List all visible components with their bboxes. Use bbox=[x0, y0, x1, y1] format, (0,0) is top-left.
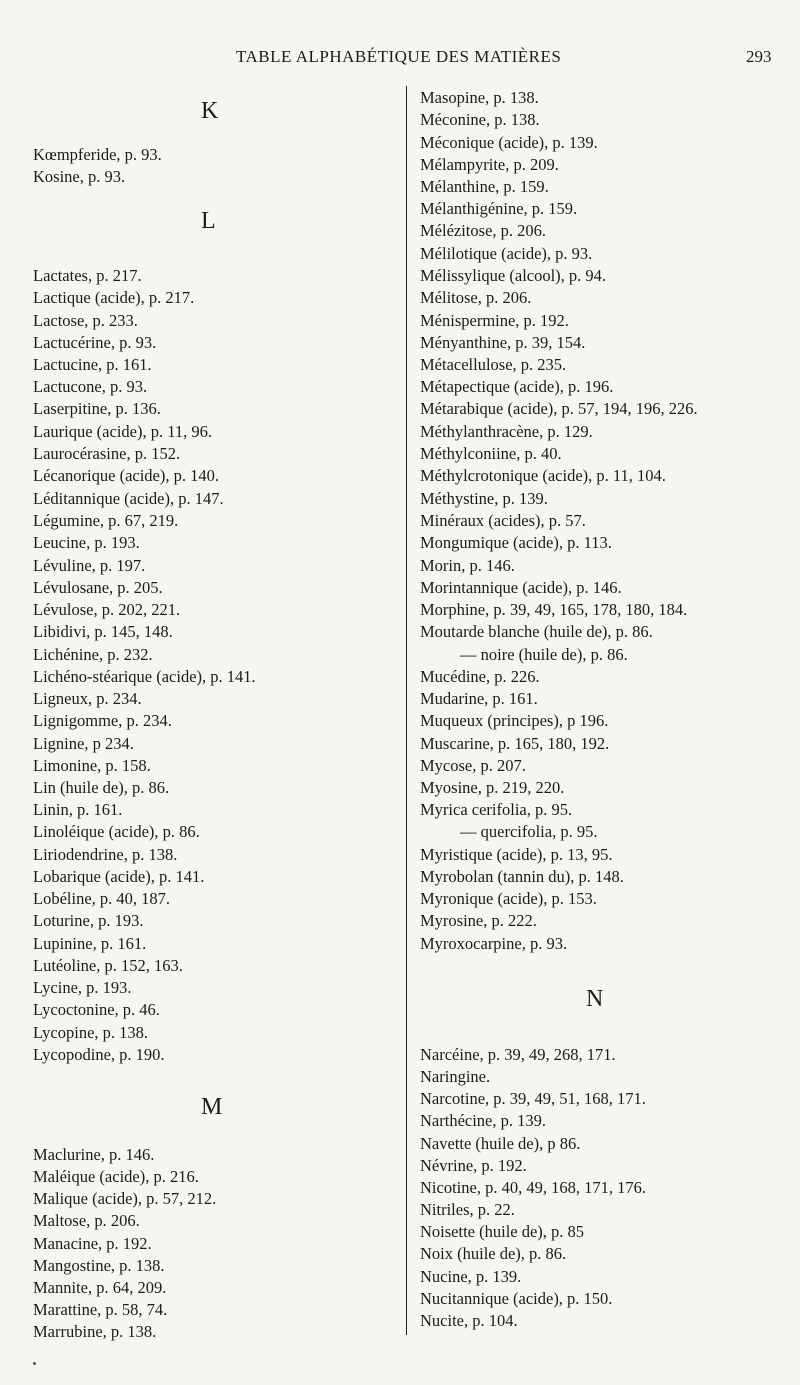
index-entry: Ménispermine, p. 192. bbox=[420, 311, 569, 330]
index-entry: Nucine, p. 139. bbox=[420, 1267, 522, 1286]
section-letter-heading: L bbox=[201, 208, 216, 234]
index-entry: Laurocérasine, p. 152. bbox=[33, 444, 181, 463]
index-entry: Laurique (acide), p. 11, 96. bbox=[33, 422, 212, 441]
index-entry: Maclurine, p. 146. bbox=[33, 1145, 155, 1164]
index-entry: Métapectique (acide), p. 196. bbox=[420, 377, 614, 396]
index-entry: Mélanthigénine, p. 159. bbox=[420, 199, 578, 218]
index-entry: Loturine, p. 193. bbox=[33, 911, 144, 930]
index-entry: Myronique (acide), p. 153. bbox=[420, 889, 597, 908]
index-entry: Mangostine, p. 138. bbox=[33, 1256, 165, 1275]
index-entry: Lactucérine, p. 93. bbox=[33, 333, 157, 352]
index-entry: Névrine, p. 192. bbox=[420, 1156, 527, 1175]
index-entry: Morin, p. 146. bbox=[420, 556, 515, 575]
index-entry: Limonine, p. 158. bbox=[33, 756, 151, 775]
index-entry: Lévulose, p. 202, 221. bbox=[33, 600, 181, 619]
index-entry: Méconique (acide), p. 139. bbox=[420, 133, 598, 152]
index-entry: Lactucine, p. 161. bbox=[33, 355, 152, 374]
index-entry: Lycine, p. 193. bbox=[33, 978, 132, 997]
index-entry: Lobéline, p. 40, 187. bbox=[33, 889, 171, 908]
index-entry: Méthystine, p. 139. bbox=[420, 489, 548, 508]
index-entry: Lévuline, p. 197. bbox=[33, 556, 146, 575]
index-entry: Linoléique (acide), p. 86. bbox=[33, 822, 200, 841]
index-entry: Myrica cerifolia, p. 95. bbox=[420, 800, 573, 819]
index-entry: Méthylconiine, p. 40. bbox=[420, 444, 562, 463]
section-letter-heading: K bbox=[201, 98, 219, 124]
index-entry: Myristique (acide), p. 13, 95. bbox=[420, 845, 613, 864]
index-entry: Myroxocarpine, p. 93. bbox=[420, 934, 568, 953]
index-entry: Muscarine, p. 165, 180, 192. bbox=[420, 734, 610, 753]
column-divider bbox=[406, 86, 407, 1335]
index-entry: Lutéoline, p. 152, 163. bbox=[33, 956, 183, 975]
index-entry: Lactates, p. 217. bbox=[33, 266, 142, 285]
index-entry: Lactique (acide), p. 217. bbox=[33, 288, 195, 307]
index-entry: Navette (huile de), p 86. bbox=[420, 1134, 581, 1153]
index-entry: Mélissylique (alcool), p. 94. bbox=[420, 266, 607, 285]
index-entry: Narcéine, p. 39, 49, 268, 171. bbox=[420, 1045, 616, 1064]
index-entry: Lécanorique (acide), p. 140. bbox=[33, 466, 219, 485]
index-entry: Masopine, p. 138. bbox=[420, 88, 539, 107]
running-header-title: TABLE ALPHABÉTIQUE DES MATIÈRES bbox=[236, 47, 562, 66]
index-entry: Lichéno-stéarique (acide), p. 141. bbox=[33, 667, 256, 686]
index-entry: Mélampyrite, p. 209. bbox=[420, 155, 559, 174]
index-entry: Mongumique (acide), p. 113. bbox=[420, 533, 612, 552]
index-entry: Lin (huile de), p. 86. bbox=[33, 778, 170, 797]
index-entry: Linin, p. 161. bbox=[33, 800, 123, 819]
index-entry: Lycoctonine, p. 46. bbox=[33, 1000, 160, 1019]
index-entry: Lactose, p. 233. bbox=[33, 311, 138, 330]
index-entry: Morphine, p. 39, 49, 165, 178, 180, 184. bbox=[420, 600, 688, 619]
index-entry: Morintannique (acide), p. 146. bbox=[420, 578, 622, 597]
index-entry: Ligneux, p. 234. bbox=[33, 689, 142, 708]
index-entry: Nicotine, p. 40, 49, 168, 171, 176. bbox=[420, 1178, 646, 1197]
index-entry: Naringine. bbox=[420, 1067, 491, 1086]
section-letter-heading: M bbox=[201, 1094, 223, 1120]
index-entry: Myosine, p. 219, 220. bbox=[420, 778, 565, 797]
index-entry: Ményanthine, p. 39, 154. bbox=[420, 333, 586, 352]
index-entry: Légumine, p. 67, 219. bbox=[33, 511, 179, 530]
index-entry: Métarabique (acide), p. 57, 194, 196, 226. bbox=[420, 399, 698, 418]
index-entry: Méconine, p. 138. bbox=[420, 110, 540, 129]
index-entry: Libidivi, p. 145, 148. bbox=[33, 622, 173, 641]
index-entry: Lycopodine, p. 190. bbox=[33, 1045, 165, 1064]
index-entry: Mélézitose, p. 206. bbox=[420, 221, 547, 240]
index-entry: — quercifolia, p. 95. bbox=[460, 822, 598, 841]
index-entry: Malique (acide), p. 57, 212. bbox=[33, 1189, 217, 1208]
index-entry: Lupinine, p. 161. bbox=[33, 934, 147, 953]
index-entry: Lichénine, p. 232. bbox=[33, 645, 153, 664]
index-entry: Noix (huile de), p. 86. bbox=[420, 1244, 567, 1263]
index-entry: Nitriles, p. 22. bbox=[420, 1200, 515, 1219]
index-entry: Lignigomme, p. 234. bbox=[33, 711, 172, 730]
index-entry: Mycose, p. 207. bbox=[420, 756, 526, 775]
index-entry: Marattine, p. 58, 74. bbox=[33, 1300, 168, 1319]
index-entry: Narcotine, p. 39, 49, 51, 168, 171. bbox=[420, 1089, 646, 1108]
index-entry: Lycopine, p. 138. bbox=[33, 1023, 149, 1042]
index-entry: Mélilotique (acide), p. 93. bbox=[420, 244, 593, 263]
index-entry: Nucitannique (acide), p. 150. bbox=[420, 1289, 613, 1308]
index-entry: Maléique (acide), p. 216. bbox=[33, 1167, 199, 1186]
index-entry: Myrobolan (tannin du), p. 148. bbox=[420, 867, 624, 886]
index-entry: Marrubine, p. 138. bbox=[33, 1322, 157, 1341]
index-entry: Liriodendrine, p. 138. bbox=[33, 845, 178, 864]
index-entry: Mélitose, p. 206. bbox=[420, 288, 532, 307]
index-entry: Laserpitine, p. 136. bbox=[33, 399, 161, 418]
index-entry: Nucite, p. 104. bbox=[420, 1311, 518, 1330]
index-entry: Métacellulose, p. 235. bbox=[420, 355, 567, 374]
index-entry: Méthylanthracène, p. 129. bbox=[420, 422, 593, 441]
index-entry: Myrosine, p. 222. bbox=[420, 911, 537, 930]
index-entry: Léditannique (acide), p. 147. bbox=[33, 489, 224, 508]
index-entry: Manacine, p. 192. bbox=[33, 1234, 152, 1253]
index-entry: Lactucone, p. 93. bbox=[33, 377, 148, 396]
index-entry: Lévulosane, p. 205. bbox=[33, 578, 163, 597]
index-entry: Mudarine, p. 161. bbox=[420, 689, 538, 708]
index-entry: Kœmpferide, p. 93. bbox=[33, 145, 162, 164]
index-entry: Narthécine, p. 139. bbox=[420, 1111, 546, 1130]
index-entry: — noire (huile de), p. 86. bbox=[460, 645, 628, 664]
index-entry: Mucédine, p. 226. bbox=[420, 667, 540, 686]
page-number: 293 bbox=[746, 47, 772, 66]
section-letter-heading: N bbox=[586, 986, 604, 1012]
index-entry: Kosine, p. 93. bbox=[33, 167, 126, 186]
index-entry: Leucine, p. 193. bbox=[33, 533, 140, 552]
index-entry: Moutarde blanche (huile de), p. 86. bbox=[420, 622, 653, 641]
index-entry: Lobarique (acide), p. 141. bbox=[33, 867, 205, 886]
index-entry: Mannite, p. 64, 209. bbox=[33, 1278, 167, 1297]
printing-speck bbox=[33, 1362, 36, 1365]
index-entry: Méthylcrotonique (acide), p. 11, 104. bbox=[420, 466, 666, 485]
index-entry: Minéraux (acides), p. 57. bbox=[420, 511, 586, 530]
index-entry: Lignine, p 234. bbox=[33, 734, 134, 753]
index-entry: Mélanthine, p. 159. bbox=[420, 177, 549, 196]
index-entry: Maltose, p. 206. bbox=[33, 1211, 140, 1230]
index-entry: Muqueux (principes), p 196. bbox=[420, 711, 609, 730]
index-entry: Noisette (huile de), p. 85 bbox=[420, 1222, 585, 1241]
